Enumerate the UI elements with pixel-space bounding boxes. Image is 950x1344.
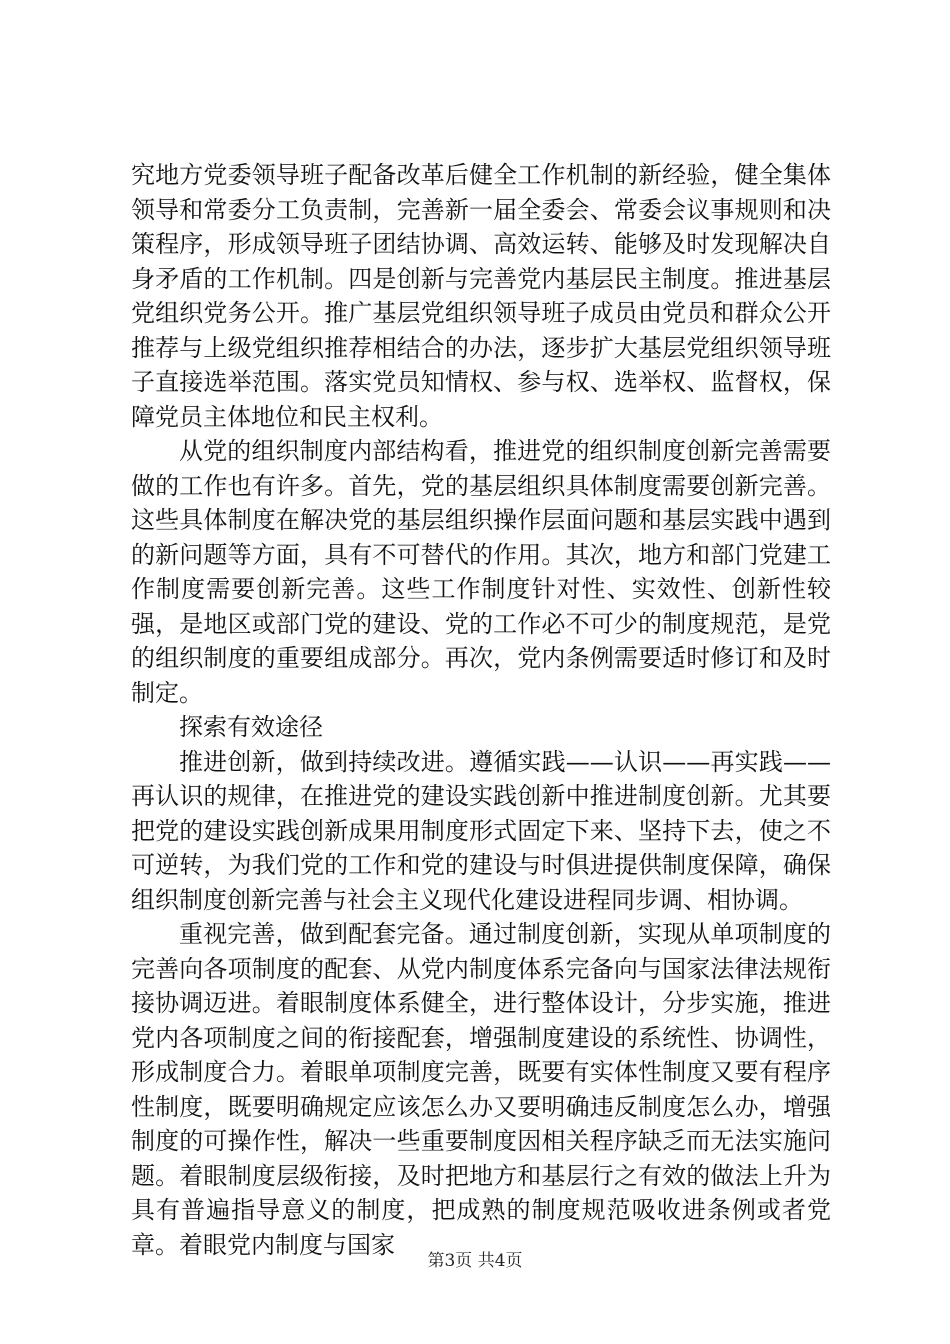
paragraph-2: 从党的组织制度内部结构看，推进党的组织制度创新完善需要做的工作也有许多。首先，党的基层组织具体制度需要创新完善。这些具体制度在解决党的基层组织操作层面问题和基层实践中遇到的新问题等方面，具有不可替代的作用。其次，地方和部门党建工作制度需要创新完善。这些工作制度针对性、实效性、创新性较强，是地区或部门党的建设、党的工作必不可少的制度规范，是党的组织制度的重要组成部分。再次，党内条例需要适时修订和及时制定。 — [131, 437, 831, 707]
document-body — [131, 158, 831, 1262]
section-heading: 探索有效途径 — [179, 713, 323, 741]
paragraph-4: 重视完善，做到配套完备。通过制度创新，实现从单项制度的完善向各项制度的配套、从党内制度体系完备向与国家法律法规衔接协调迈进。着眼制度体系健全，进行整体设计，分步实施，推进党内各项制度之间的衔接配套，增强制度建设的系统性、协调性，形成制度合力。着眼单项制度完善，既要有实体性制度又要有程序性制度，既要明确规定应该怎么办又要明确违反制度怎么办，增强制度的可操作性，解决一些重要制度因相关程序缺乏而无法实施问题。着眼制度层级衔接，及时把地方和基层行之有效的做法上升为具有普遍指导意义的制度，把成熟的制度规范吸收进条例或者党章。着眼党内制度与国家 — [131, 920, 831, 1259]
page-footer: 第3页 共4页 — [427, 1251, 523, 1271]
paragraph-1: 究地方党委领导班子配备改革后健全工作机制的新经验，健全集体领导和常委分工负责制，完善新一届全委会、常委会议事规则和决策程序，形成领导班子团结协调、高效运转、能够及时发现解决自身矛盾的工作机制。四是创新与完善党内基层民主制度。推进基层党组织党务公开。推广基层党组织领导班子成员由党员和群众公开推荐与上级党组织推荐相结合的办法，逐步扩大基层党组织领导班子直接选举范围。落实党员知情权、参与权、选举权、监督权，保障党员主体地位和民主权利。 — [131, 161, 831, 431]
paragraph-3: 推进创新，做到持续改进。遵循实践——认识——再实践——再认识的规律，在推进党的建设实践创新中推进制度创新。尤其要把党的建设实践创新成果用制度形式固定下来、坚持下去，使之不可逆转，为我们党的工作和党的建设与时俱进提供制度保障，确保组织制度创新完善与社会主义现代化建设进程同步调、相协调。 — [131, 747, 831, 914]
